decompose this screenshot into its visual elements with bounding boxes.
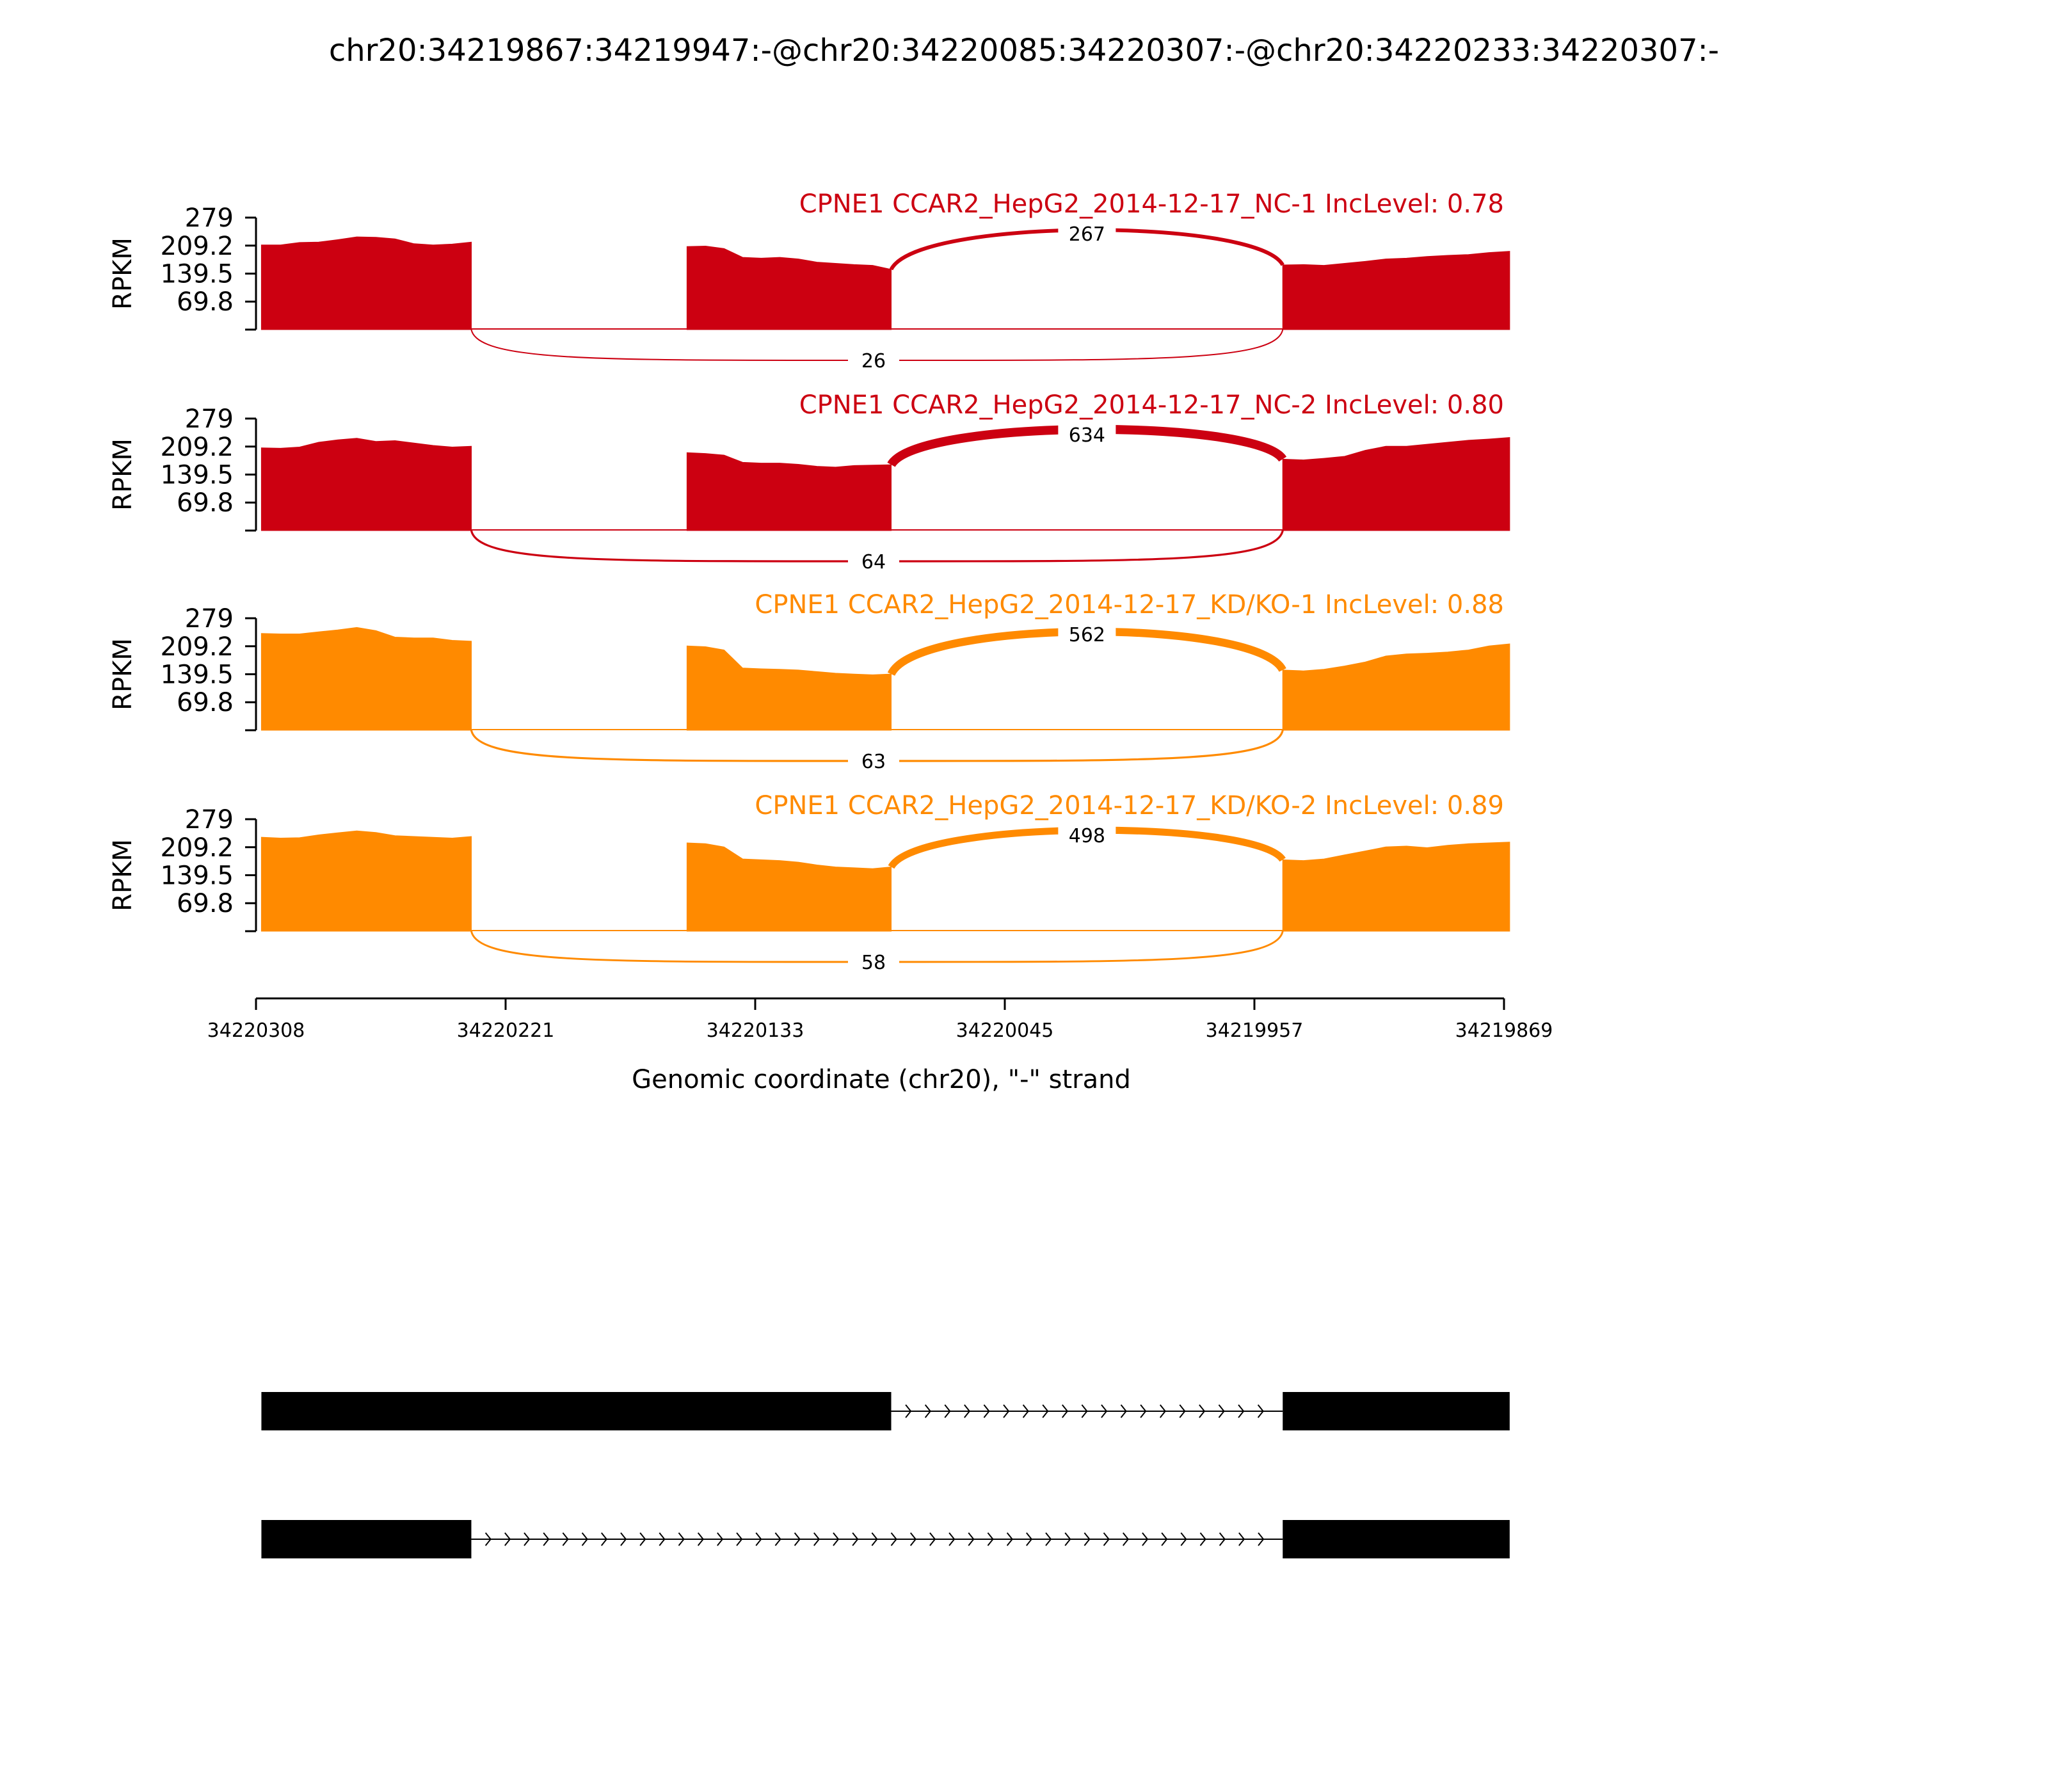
y-tick-label: 139.5 [160, 861, 234, 891]
exon-coverage-area [261, 627, 471, 730]
exon-coverage-area [261, 438, 471, 531]
chart-title: chr20:34219867:34219947:-@chr20:34220085:34220307:-@chr20:34220233:34220307:- [328, 33, 1720, 68]
y-tick-label: 139.5 [160, 660, 234, 690]
isoform-track [261, 1392, 1509, 1558]
x-tick-label: 34220045 [956, 1020, 1054, 1042]
exon-coverage-area [687, 452, 891, 531]
panel-title: CPNE1 CCAR2_HepG2_2014-12-17_KD/KO-1 IncLevel: 0.88 [755, 590, 1504, 620]
x-tick-label: 34219957 [1205, 1020, 1304, 1042]
exon-coverage-area [687, 646, 891, 730]
coverage-panel [108, 590, 1510, 773]
y-tick-label: 279 [184, 204, 234, 233]
panel-title: CPNE1 CCAR2_HepG2_2014-12-17_KD/KO-2 IncLevel: 0.89 [755, 791, 1504, 820]
junction-count-label: 64 [861, 551, 886, 573]
y-tick-label: 69.8 [176, 488, 234, 518]
x-tick-label: 34219869 [1455, 1020, 1553, 1042]
junction-count-label: 562 [1068, 624, 1106, 646]
y-tick-label: 139.5 [160, 259, 234, 289]
exon-block [261, 1520, 471, 1558]
y-tick-label: 209.2 [160, 432, 234, 462]
x-tick-label: 34220308 [207, 1020, 305, 1042]
junction-count-label: 634 [1068, 424, 1106, 447]
y-tick-label: 209.2 [160, 833, 234, 863]
junction-count-label: 498 [1068, 825, 1106, 847]
isoform-model [261, 1520, 1509, 1558]
junction-count-label: 26 [861, 350, 886, 372]
y-axis-label: RPKM [108, 638, 138, 710]
exon-coverage-area [1283, 644, 1510, 730]
y-tick-label: 279 [184, 805, 234, 835]
coverage-panel [108, 189, 1510, 372]
y-axis-label: RPKM [108, 839, 138, 911]
y-tick-label: 139.5 [160, 460, 234, 490]
y-tick-label: 279 [184, 404, 234, 434]
y-axis-label: RPKM [108, 438, 138, 511]
exon-coverage-area [1283, 252, 1510, 330]
exon-coverage-area [687, 843, 891, 931]
exon-coverage-area [261, 237, 471, 330]
coverage-panel [108, 791, 1510, 974]
exon-block [1283, 1520, 1510, 1558]
y-tick-label: 69.8 [176, 287, 234, 317]
junction-count-label: 58 [861, 952, 886, 974]
y-tick-label: 209.2 [160, 632, 234, 662]
panel-title: CPNE1 CCAR2_HepG2_2014-12-17_NC-1 IncLevel: 0.78 [799, 189, 1504, 219]
y-tick-label: 69.8 [176, 688, 234, 718]
coverage-panel [108, 390, 1510, 573]
y-axis-label: RPKM [108, 237, 138, 310]
exon-block [1283, 1392, 1510, 1430]
exon-coverage-area [261, 831, 471, 931]
panel-title: CPNE1 CCAR2_HepG2_2014-12-17_NC-2 IncLevel: 0.80 [799, 390, 1504, 420]
exon-block [261, 1392, 891, 1430]
y-tick-label: 209.2 [160, 231, 234, 261]
x-axis-label: Genomic coordinate (chr20), "-" strand [632, 1065, 1131, 1094]
junction-count-label: 267 [1068, 223, 1106, 246]
exon-coverage-area [687, 246, 891, 330]
junction-count-label: 63 [861, 751, 886, 773]
x-tick-label: 34220133 [706, 1020, 804, 1042]
isoform-model [261, 1392, 1509, 1430]
exon-coverage-area [1283, 438, 1510, 531]
x-tick-label: 34220221 [456, 1020, 555, 1042]
exon-coverage-area [1283, 842, 1510, 931]
y-tick-label: 69.8 [176, 889, 234, 919]
coverage-panels [108, 189, 1510, 974]
x-axis [207, 998, 1553, 1042]
y-tick-label: 279 [184, 604, 234, 634]
